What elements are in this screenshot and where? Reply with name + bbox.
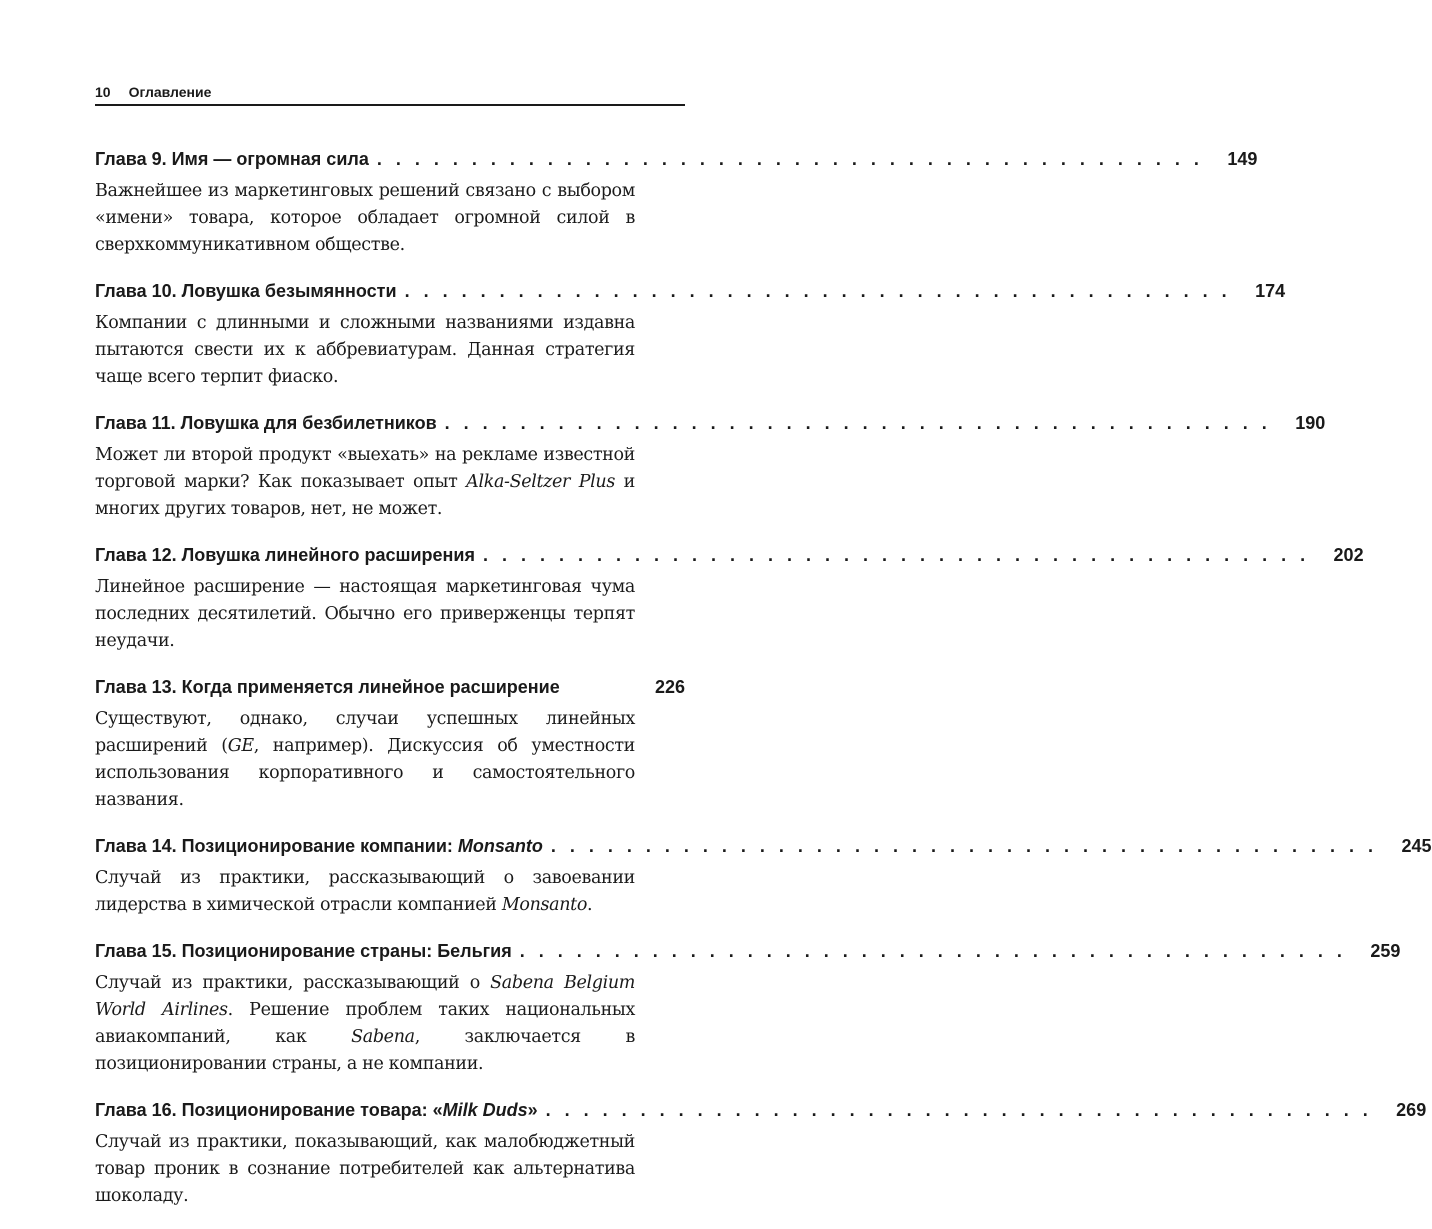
toc-entry xyxy=(95,410,1326,523)
chapter-summary: Случай из практики, рассказывающий о Sabena Belgium World Airlines. Решение проблем таких национальных авиакомпаний, как Sabena, заключается в позиционировании страны, а не компании. xyxy=(95,973,636,1074)
dot-leader: . . . . . . . . . . . . . . . . . . . . . . . . . . . . . . . . . . . . . . . . . . . . xyxy=(483,545,1310,565)
toc-entry-heading xyxy=(95,278,1286,304)
toc-entry-heading xyxy=(95,1097,1427,1123)
chapter-page-number: 245 xyxy=(1401,836,1432,856)
toc-entry-heading xyxy=(95,542,1364,568)
chapter-summary: Компании с длинными и сложными названиями издавна пытаются свести их к аббревиатурам. Данная стратегия чаще всего терпит фиаско. xyxy=(95,313,635,387)
dot-leader: . . . . . . . . . . . . . . . . . . . . . . . . . . . . . . . . . . . . . . . . . . . . xyxy=(519,941,1347,961)
chapter-title: Глава 11. Ловушка для безбилетников xyxy=(95,413,437,433)
chapter-page-number: 190 xyxy=(1295,413,1326,433)
chapter-title: Глава 15. Позиционирование страны: Бельгия xyxy=(95,941,512,961)
chapter-page-number: 149 xyxy=(1227,149,1258,169)
chapter-title: Глава 9. Имя — огромная сила xyxy=(95,149,369,169)
toc-entry-heading xyxy=(95,146,1258,172)
chapter-summary: Существуют, однако, случаи успешных линейных расширений (GE, например). Дискуссия об уместности использования корпоративного и самостоятельного названия. xyxy=(95,709,635,810)
chapter-title: Глава 14. Позиционирование компании: Monsanto xyxy=(95,836,543,856)
dot-leader: . . . . . . . . . . . . . . . . . . . . . . . . . . . . . . . . . . . . . . . . . . . . xyxy=(376,149,1204,169)
toc-entry xyxy=(95,542,1364,655)
chapter-title: Глава 12. Ловушка линейного расширения xyxy=(95,545,475,565)
chapter-page-number: 174 xyxy=(1255,281,1286,301)
toc-entry xyxy=(95,674,685,814)
toc-entry xyxy=(95,146,1258,259)
chapter-title: Глава 10. Ловушка безымянности xyxy=(95,281,397,301)
page-number: 10 xyxy=(95,84,111,100)
chapter-title: Глава 16. Позиционирование товара: «Milk Duds» xyxy=(95,1100,538,1120)
chapter-page-number: 202 xyxy=(1333,545,1364,565)
dot-leader: . . . . . . . . . . . . . . . . . . . . . . . . . . . . . . . . . . . . . . . . . . . . xyxy=(550,836,1378,856)
toc-entry xyxy=(95,1097,1427,1210)
toc-entry-heading xyxy=(95,833,1432,859)
chapter-page-number: 226 xyxy=(654,677,685,697)
chapter-summary: Случай из практики, показывающий, как малобюджетный товар проник в сознание потребителей как альтернатива шоколаду. xyxy=(95,1132,635,1206)
running-head xyxy=(95,80,685,106)
chapter-summary: Случай из практики, рассказывающий о завоевании лидерства в химической отрасли компанией Monsanto. xyxy=(95,868,635,915)
dot-leader: . . . . . . . . . . . . . . . . . . . . . . . . . . . . . . . . . . . . . . . . . . . . xyxy=(444,413,1272,433)
table-of-contents xyxy=(95,146,1432,1229)
toc-entry-heading xyxy=(95,938,1401,964)
chapter-summary: Линейное расширение — настоящая маркетинговая чума последних десятилетий. Обычно его приверженцы терпят неудачи. xyxy=(95,577,635,651)
chapter-page-number: 269 xyxy=(1396,1100,1427,1120)
chapter-summary: Важнейшее из маркетинговых решений связано с выбором «имени» товара, которое обладает огромной силой в сверхкоммуникативном обществе. xyxy=(95,181,635,255)
toc-entry-heading xyxy=(95,410,1326,436)
chapter-summary: Может ли второй продукт «выехать» на рекламе известной торговой марки? Как показывает опыт Alka-Seltzer Plus и многих других товаров, нет, не может. xyxy=(95,445,635,519)
toc-entry-heading xyxy=(95,674,685,700)
toc-entry xyxy=(95,938,1401,1078)
toc-entry xyxy=(95,278,1286,391)
dot-leader: . . . . . . . . . . . . . . . . . . . . . . . . . . . . . . . . . . . . . . . . . . . . xyxy=(404,281,1232,301)
toc-entry xyxy=(95,833,1432,919)
section-title: Оглавление xyxy=(128,84,212,100)
dot-leader: . . . . . . . . . . . . . . . . . . . . . . . . . . . . . . . . . . . . . . . . . . . . xyxy=(545,1100,1373,1120)
chapter-page-number: 259 xyxy=(1370,941,1401,961)
chapter-title: Глава 13. Когда применяется линейное расширение xyxy=(95,677,560,697)
